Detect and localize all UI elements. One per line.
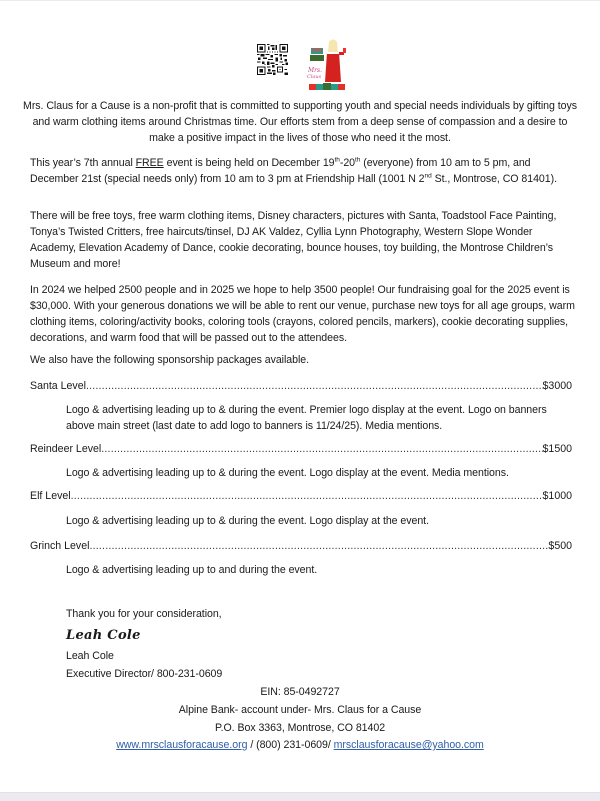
free-emphasis: FREE: [135, 157, 164, 169]
qr-code-icon[interactable]: [257, 44, 288, 75]
header-images: [0, 38, 600, 92]
activities-paragraph: [30, 208, 575, 272]
sponsor-level-santa-description: [66, 402, 556, 434]
dot-leader: [89, 538, 548, 554]
ein-text: EIN: 85-0492727: [260, 686, 340, 698]
level-price: $3000: [542, 380, 572, 392]
event-text-part: (everyone) from 10 am to 5 pm, and December 21st (special needs only) from 10 am to 3 pm at Friendship Hall (1001 N 2: [30, 157, 531, 185]
event-paragraph: [30, 155, 575, 187]
sponsorship-intro-text: We also have the following sponsorship packages available.: [30, 354, 309, 366]
event-text-part: event is being held on December 19: [163, 157, 335, 169]
intro-text: Mrs. Claus for a Cause is a non-profit that is committed to supporting youth and special needs individuals by gifting toys and warm clothing items around Christmas time. Our efforts stem from a deep sense of compassion and a desire to make a positive impact in the lives of those who need it the most.: [23, 100, 577, 144]
event-text-part: -20: [339, 157, 356, 169]
level-name: Elf Level: [30, 490, 71, 502]
event-text-part: St., Montrose, CO 81401).: [431, 173, 557, 185]
contact-line: [0, 737, 600, 753]
intro-paragraph: [22, 98, 578, 146]
footer-address: [0, 720, 600, 736]
website-link[interactable]: www.mrsclausforacause.org: [116, 739, 248, 751]
sponsor-level-reindeer-description: [66, 465, 556, 481]
sponsorship-intro: [30, 352, 575, 368]
mrs-claus-logo-icon: [305, 38, 347, 92]
level-description: Logo & advertising leading up to & during the event. Logo display at the event.: [66, 515, 429, 527]
address-text: P.O. Box 3363, Montrose, CO 81402: [214, 722, 386, 734]
level-name: Reindeer Level: [30, 443, 102, 455]
event-text: [30, 155, 575, 187]
ordinal-suffix: nd: [424, 172, 432, 180]
event-text-part: This year’s 7th annual: [30, 157, 136, 169]
level-price: $500: [548, 540, 572, 552]
phone-text: / (800) 231-0609/: [247, 739, 334, 751]
fundraising-paragraph: [30, 282, 575, 346]
signer-title-text: Executive Director/ 800-231-0609: [66, 668, 223, 680]
signer-title: [66, 666, 222, 682]
fundraising-text: In 2024 we helped 2500 people and in 2025 we hope to help 3500 people! Our fundraising goal for the 2025 event is $30,000. With your generous donations we will be able to rent our venue, purchase new toys for all age groups, warm clothing items, coloring/activity books, coloring tools (crayons, colored pencils, markers), cookie decorating supplies, decorations, and warm food that will be passed out to the attendees.: [30, 284, 575, 344]
email-link[interactable]: mrsclausforacause@yahoo.com: [333, 739, 484, 751]
sponsor-level-elf-description: [66, 513, 556, 529]
level-name: Santa Level: [30, 380, 86, 392]
dot-leader: [86, 378, 543, 394]
footer-contact: [0, 737, 600, 753]
signer-name-text: Leah Cole: [66, 650, 114, 662]
sponsor-level-elf: [30, 488, 572, 504]
sponsor-level-reindeer: [30, 441, 572, 457]
svg-text:Claus: Claus: [307, 74, 322, 80]
svg-text:Mrs.: Mrs.: [308, 67, 322, 74]
sponsor-level-santa: [30, 378, 572, 394]
signature-script: Leah Cole: [66, 628, 141, 643]
activities-text: There will be free toys, free warm clothing items, Disney characters, pictures with Santa, Toadstool Face Painting, Tonya’s Twisted Critters, free haircuts/tinsel, DJ AK Valdez, Cyllia Lynn Photography, Western Slope Wonder Academy, Elevation Academy of Dance, cookie decorating, bounce houses, toy building, the Montrose Children’s Museum and more!: [30, 210, 557, 270]
closing: [66, 606, 222, 622]
footer-ein: [0, 684, 600, 700]
footer-bank: [0, 702, 600, 718]
dot-leader: [71, 488, 543, 504]
ordinal-suffix: th: [355, 156, 361, 164]
level-description: Logo & advertising leading up to & during the event. Logo display at the event. Media mentions.: [66, 467, 509, 479]
level-price: $1000: [542, 490, 572, 502]
signer-name: [66, 648, 114, 664]
level-price: $1500: [542, 443, 572, 455]
level-description: Logo & advertising leading up to & during the event. Premier logo display at the event. Logo on banners above main street (last date to add logo to banners is 11/24/25). Media mentions.: [66, 404, 547, 432]
sponsor-level-grinch-description: [66, 562, 556, 578]
dot-leader: [101, 441, 542, 457]
ordinal-suffix: th: [334, 156, 340, 164]
level-name: Grinch Level: [30, 540, 90, 552]
sponsor-level-grinch: [30, 538, 572, 554]
bank-text: Alpine Bank- account under- Mrs. Claus for a Cause: [178, 704, 422, 716]
closing-text: Thank you for your consideration,: [66, 608, 222, 620]
level-description: Logo & advertising leading up to and during the event.: [66, 564, 318, 576]
